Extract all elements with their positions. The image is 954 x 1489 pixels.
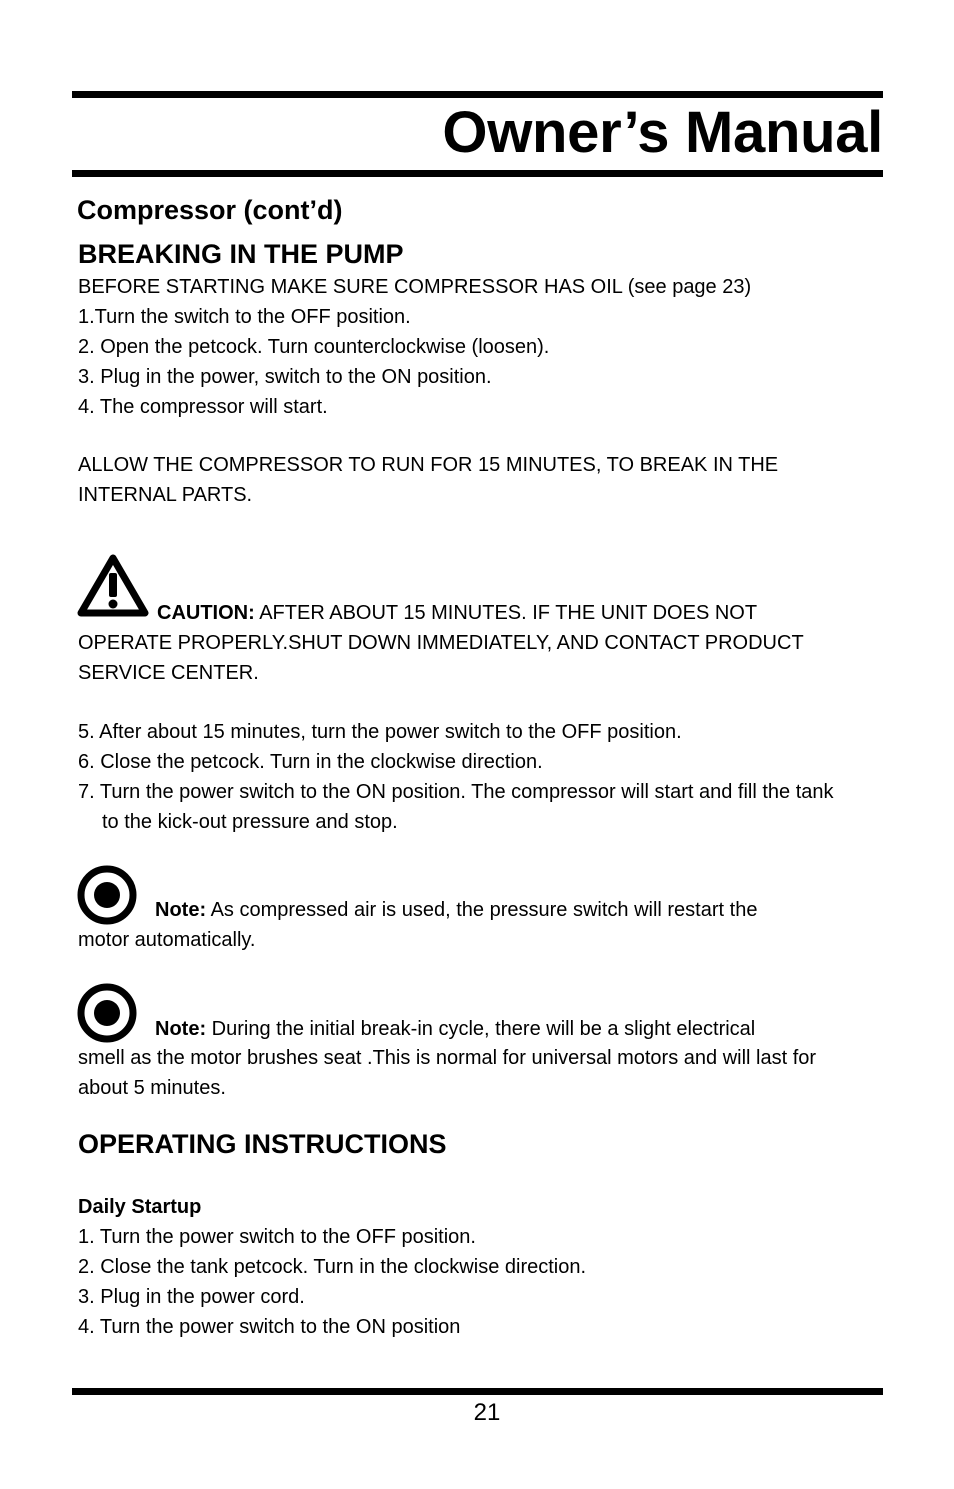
- list-item: 4. The compressor will start.: [78, 396, 328, 418]
- note1-text: motor automatically.: [78, 929, 256, 951]
- caution-label: CAUTION:: [157, 602, 255, 624]
- list-item-continuation: to the kick-out pressure and stop.: [102, 811, 398, 833]
- operating-heading: OPERATING INSTRUCTIONS: [78, 1129, 447, 1159]
- caution-first-line: CAUTION: AFTER ABOUT 15 MINUTES. IF THE UNIT DOES NOT: [157, 602, 758, 624]
- list-item: 3. Plug in the power, switch to the ON position.: [78, 366, 492, 388]
- list-item: 3. Plug in the power cord.: [78, 1286, 305, 1308]
- break-in-instruction: ALLOW THE COMPRESSOR TO RUN FOR 15 MINUTES, TO BREAK IN THE INTERNAL PARTS.: [78, 454, 779, 506]
- breaking-in-intro: BEFORE STARTING MAKE SURE COMPRESSOR HAS OIL (see page 23): [78, 276, 752, 298]
- list-item: 6. Close the petcock. Turn in the clockwise direction.: [78, 751, 543, 773]
- list-item: 2. Open the petcock. Turn counterclockwise (loosen).: [78, 336, 550, 358]
- list-item: 7. Turn the power switch to the ON position. The compressor will start and fill the tank: [78, 781, 834, 803]
- breaking-in-heading: BREAKING IN THE PUMP: [78, 239, 404, 269]
- note1-label: Note:: [155, 899, 207, 921]
- warning-triangle-icon: [76, 553, 150, 617]
- steps-after: [78, 717, 834, 837]
- list-item: 1.Turn the switch to the OFF position.: [78, 306, 411, 328]
- note1-first-line: Note: As compressed air is used, the pressure switch will restart the: [155, 899, 758, 921]
- list-item: 4. Turn the power switch to the ON position: [78, 1316, 461, 1338]
- page-number: 21: [473, 1399, 501, 1426]
- caution-text: OPERATE PROPERLY.SHUT DOWN IMMEDIATELY, AND CONTACT PRODUCT SERVICE CENTER.: [78, 632, 804, 684]
- breaking-in-steps: [78, 272, 751, 422]
- note2-first-line: Note: During the initial break-in cycle, there will be a slight electrical: [155, 1018, 756, 1040]
- list-item: 5. After about 15 minutes, turn the power switch to the OFF position.: [78, 721, 682, 743]
- note2-label: Note:: [155, 1018, 207, 1040]
- list-item: 2. Close the tank petcock. Turn in the clockwise direction.: [78, 1256, 587, 1278]
- daily-startup-subheading: Daily Startup: [78, 1196, 202, 1218]
- note-target-icon: [76, 864, 138, 926]
- list-item: 1. Turn the power switch to the OFF position.: [78, 1226, 476, 1248]
- header-bottom-rule: [72, 170, 883, 177]
- header-top-rule: [72, 91, 883, 98]
- page-title: Owner’s Manual: [442, 100, 883, 165]
- note2-text: smell as the motor brushes seat .This is normal for universal motors and will last for about 5 minutes.: [78, 1047, 817, 1099]
- footer-rule: [72, 1388, 883, 1395]
- daily-startup-list: [78, 1192, 586, 1342]
- section-title: Compressor (cont’d): [77, 195, 343, 225]
- note-target-icon: [76, 982, 138, 1044]
